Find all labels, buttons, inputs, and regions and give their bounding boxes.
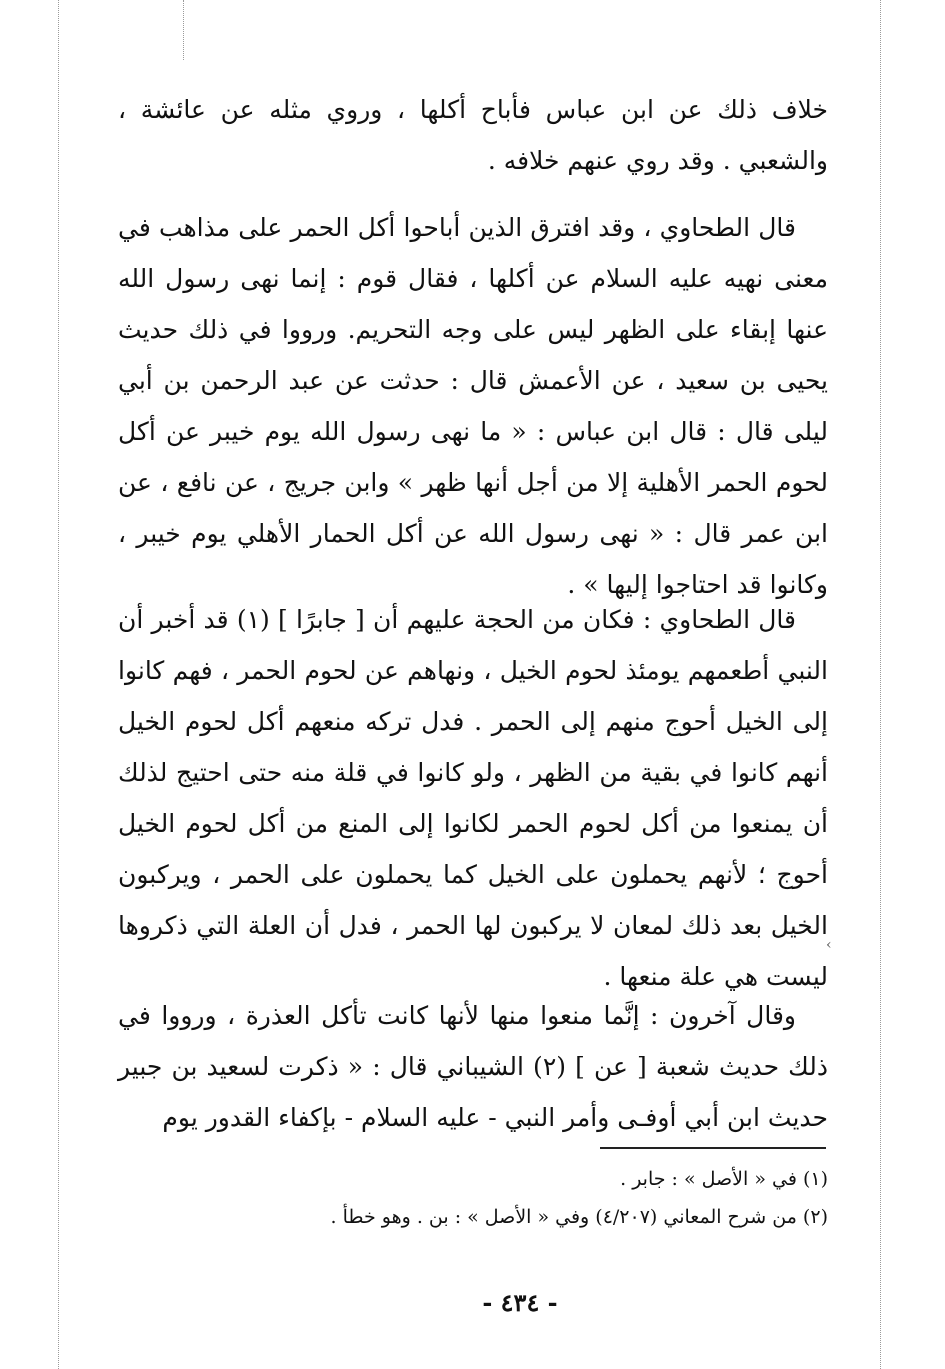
footnote-2: (٢) من شرح المعاني (٤/٢٠٧) وفي « الأصل » : بن . وهو خطأ .: [330, 1206, 828, 1228]
scan-fold-mark: [183, 0, 184, 60]
paragraph-1: [118, 84, 828, 186]
paragraph-3: [118, 594, 828, 1002]
footnote-separator: [600, 1147, 826, 1149]
footnote-1: (١) في « الأصل » : جابر .: [620, 1168, 828, 1190]
paragraph-4-text: وقال آخرون : إنَّما منعوا منها لأنها كانت تأكل العذرة ، ورووا في ذلك حديث شعبة [ عن ] (٢) الشيباني قال : « ذكرت لسعيد بن جبير حديث ابن أبي أوفـى وأمر النبي - عليه السلام - بإكفاء القدور يوم: [118, 1001, 828, 1132]
margin-mark: ‹: [826, 937, 832, 953]
page-number: - ٤٣٤ -: [482, 1288, 558, 1317]
paragraph-1-text: خلاف ذلك عن ابن عباس فأباح أكلها ، وروي مثله عن عائشة ، والشعبي . وقد روي عنهم خلافه .: [118, 95, 828, 175]
scan-margin-line-right: [880, 0, 881, 1369]
paragraph-2: [118, 202, 828, 610]
paragraph-2-text: قال الطحاوي ، وقد افترق الذين أباحوا أكل الحمر على مذاهب في معنى نهيه عليه السلام عن أكلها ، فقال قوم : إنما نهى رسول الله عنها إبقاء على الظهر ليس على وجه التحريم. ورووا في ذلك حديث يحيى بن سعيد ، عن الأعمش قال : حدثت عن عبد الرحمن بن أبي ليلى قال : قال ابن عباس : « ما نهى رسول الله يوم خيبر عن أكل لحوم الحمر الأهلية إلا من أجل أنها ظهر » وابن جريج ، عن نافع ، عن ابن عمر قال : « نهى رسول الله عن أكل الحمار الأهلي يوم خيبر ، وكانوا قد احتاجوا إليها » .: [118, 213, 828, 599]
scan-margin-line-left: [58, 0, 59, 1369]
paragraph-3-text: قال الطحاوي : فكان من الحجة عليهم أن [ جابرًا ] (١) قد أخبر أن النبي أطعمهم يومئذ لحوم الخيل ، ونهاهم عن لحوم الحمر ، فهم كانوا إلى الخيل أحوج منهم إلى الحمر . فدل تركه منعهم أكل لحوم الخيل أنهم كانوا في بقية من الظهر ، ولو كانوا في قلة منه حتى احتيج لذلك أن يمنعوا من أكل لحوم الحمر لكانوا إلى المنع من أكل لحوم الخيل أحوج ؛ لأنهم يحملون على الخيل كما يحملون على الحمر ، ويركبون الخيل بعد ذلك لمعان لا يركبون لها الحمر ، فدل أن العلة التي ذكروها ليست هي علة منعها .: [118, 605, 828, 991]
footnotes: [118, 1160, 828, 1236]
paragraph-4: [118, 990, 828, 1143]
